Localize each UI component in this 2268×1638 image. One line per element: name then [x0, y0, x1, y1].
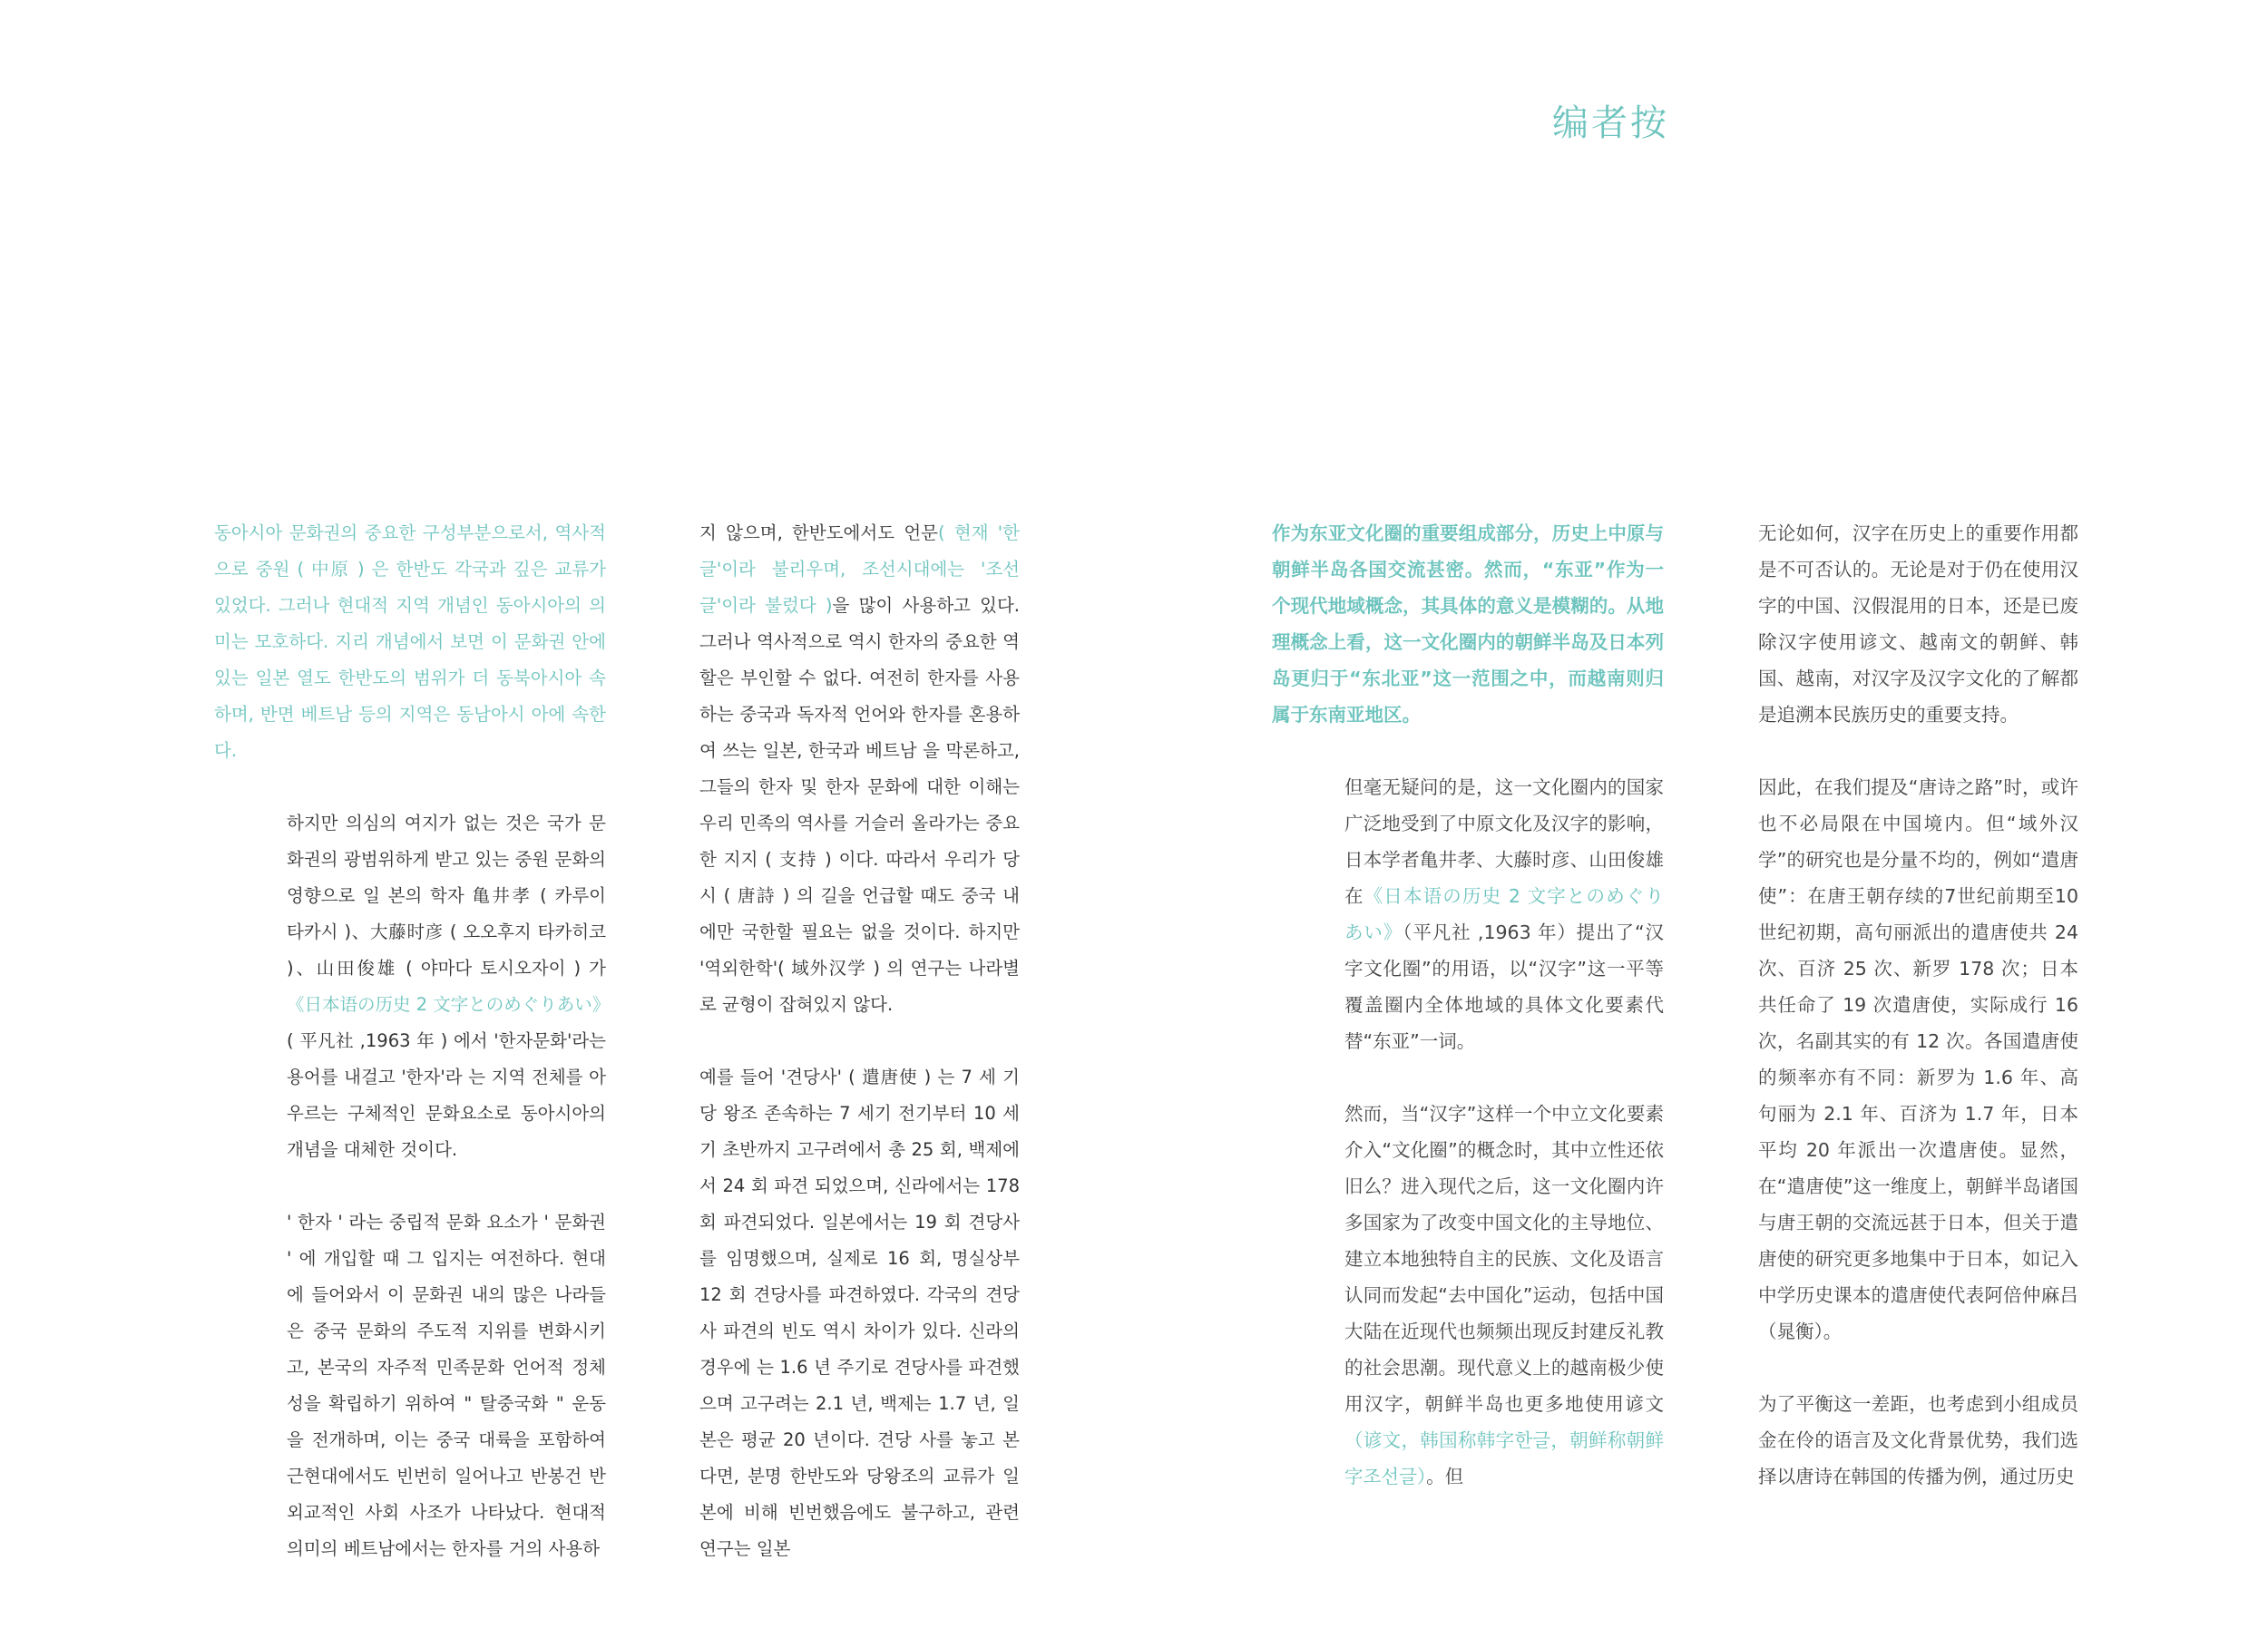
korean-column-1	[214, 515, 611, 1604]
page-title: 编者按	[1552, 102, 1669, 144]
korean-intro-paragraph: 동아시아 문화권의 중요한 구성부분으로서, 역사적으로 중원 ( 中原 ) 은 한반도 각국과 깊은 교류가 있었다. 그러나 현대적 지역 개념인 동아시아의 의미는 모호하다. 지리 개념에서 보면 이 문화권 안에 있는 일본 열도 한반도의 범위가 더 동북아시아 속하며, 반면 베트남 등의 지역은 동남아시 아에 속한다.	[214, 522, 606, 761]
chinese-column-1	[1272, 515, 1664, 1531]
korean-paragraph-4-text-a: 지 않으며, 한반도에서도 언문	[699, 522, 938, 543]
korean-paragraph-4	[699, 515, 1020, 1023]
chinese-paragraph-6: 为了平衡这一差距，也考虑到小组成员金在伶的语言及文化背景优势，我们选择以唐诗在韩国的传播为例，通过历史	[1758, 1393, 2078, 1487]
chinese-paragraph-3-text-a: 然而，当“汉字”这样一个中立文化要素介入“文化圈”的概念时，其中立性还依旧么？进入现代之后，这一文化圈内许多国家为了改变中国文化的主导地位、建立本地独特自主的民族、文化及语言认同而发起“去中国化”运动，包括中国大陆在近现代也频频出现反封建反礼教的社会思潮。现代意义上的越南极少使用汉字，朝鲜半岛也更多地使用谚文	[1344, 1103, 1664, 1415]
chinese-book-title: 《日本语の历史 2 文字とのめぐりあい》	[1344, 885, 1665, 943]
korean-paragraph-5: 예를 들어 '견당사' ( 遣唐使 ) 는 7 세 기 당 왕조 존속하는 7 세기 전기부터 10 세기 초반까지 고구려에서 총 25 회, 백제에서 24 회 파견 되었으며, 신라에서는 178 회 파견되었다. 일본에서는 19 회 견당사를 임명했으며, 실제로 16 회, 명실상부 12 회 견당사를 파견하였다. 각국의 견당사 파견의 빈도 역시 차이가 있다. 신라의 경우에 는 1.6 년 주기로 견당사를 파견했으며 고구려는 2.1 년, 백제는 1.7 년, 일본은 평균 20 년이다. 견당 사를 놓고 본다면, 분명 한반도와 당왕조의 교류가 일본에 비해 빈번했음에도 불구하고, 관련 연구는 일본	[699, 1067, 1020, 1559]
chinese-paragraph-4: 无论如何，汉字在历史上的重要作用都是不可否认的。无论是对于仍在使用汉字的中国、汉假混用的日本，还是已废除汉字使用谚文、越南文的朝鲜、韩国、越南，对汉字及汉字文化的了解都是追溯本民族历史的重要支持。	[1758, 522, 2078, 726]
chinese-column-2	[1758, 515, 2078, 1531]
korean-paragraph-2-text-b: ( 平凡社 ,1963 年 ) 에서 '한자문화'라는 용어를 내걸고 '한자'라 는 지역 전체를 아우르는 구체적인 문화요소로 동아시아의 개념을 대체한 것이다.	[287, 1030, 606, 1160]
chinese-paragraph-3-text-b: 。但	[1426, 1466, 1464, 1487]
korean-hangul-note: ( 현재 '한글'이라 불리우며, 조선시대에는 '조선 글'이라 불렀다 )	[699, 522, 1020, 616]
chinese-paragraph-2-text-b: （平凡社 ,1963 年）提出了“汉字文化圈”的用语，以“汉字”这一平等覆盖圈内全体地域的具体文化要素代替“东亚”一词。	[1344, 921, 1665, 1052]
korean-paragraph-2	[287, 805, 611, 1168]
korean-paragraph-4-text-b: 을 많이 사용하고 있다. 그러나 역사적으로 역시 한자의 중요한 역할은 부인할 수 없다. 여전히 한자를 사용하는 중국과 독자적 언어와 한자를 혼용하여 쓰는 일본, 한국과 베트남 을 막론하고, 그들의 한자 및 한자 문화에 대한 이해는 우리 민족의 역사를 거슬러 올라가는 중요한 지지 ( 支持 ) 이다. 따라서 우리가 당시 ( 唐詩 ) 의 길을 언급할 때도 중국 내에만 국한할 필요는 없을 것이다. 하지만 '역외한학'( 域外汉学 ) 의 연구는 나라별로 균형이 잡혀있지 않다.	[699, 595, 1020, 1015]
chinese-paragraph-2	[1344, 769, 1664, 1059]
korean-column-2	[699, 515, 1020, 1604]
chinese-paragraph-2-text-a: 但毫无疑问的是，这一文化圈内的国家广泛地受到了中原文化及汉字的影响，日本学者亀井孝、大藤时彦、山田俊雄在	[1344, 776, 1664, 907]
chinese-paragraph-3	[1344, 1096, 1664, 1495]
chinese-paragraph-5: 因此，在我们提及“唐诗之路”时，或许也不必局限在中国境内。但“域外汉学”的研究也是分量不均的，例如“遣唐使”：在唐王朝存续的7世纪前期至10世纪初期，高句丽派出的遣唐使共 24 次、百济 25 次、新罗 178 次；日本共任命了 19 次遣唐使，实际成行 16 次，名副其实的有 12 次。各国遣唐使的频率亦有不同：新罗为 1.6 年、高句丽为 2.1 年、百济为 1.7 年，日本平均 20 年派出一次遣唐使。显然，在“遣唐使”这一维度上，朝鲜半岛诸国与唐王朝的交流远甚于日本，但关于遣唐使的研究更多地集中于日本，如记入中学历史课本的遣唐使代表阿倍仲麻吕（晁衡）。	[1758, 776, 2078, 1342]
chinese-eonmun-note: （谚文，韩国称韩字한글，朝鲜称朝鲜字조선글）	[1344, 1429, 1664, 1487]
chinese-intro-paragraph: 作为东亚文化圈的重要组成部分，历史上中原与朝鲜半岛各国交流甚密。然而，“东亚”作为一个现代地域概念，其具体的意义是模糊的。从地理概念上看，这一文化圈内的朝鲜半岛及日本列岛更归于“东北亚”这一范围之中，而越南则归属于东南亚地区。	[1272, 522, 1664, 726]
korean-paragraph-2-text-a: 하지만 의심의 여지가 없는 것은 국가 문화권의 광범위하게 받고 있는 중원 문화의 영향으로 일 본의 학자 亀井孝 ( 카루이 타카시 )、大藤时彦 ( 오오후지 타카히코 )、山田俊雄 ( 야마다 토시오자이 ) 가	[287, 813, 606, 979]
korean-book-title: 《日本语の历史 2 文字とのめぐりあい》	[287, 994, 611, 1015]
korean-paragraph-3: ' 한자 ' 라는 중립적 문화 요소가 ' 문화권 ' 에 개입할 때 그 입지는 여전하다. 현대에 들어와서 이 문화권 내의 많은 나라들은 중국 문화의 주도적 지위를 변화시키고, 본국의 자주적 민족문화 언어적 정체성을 확립하기 위하여 " 탈중국화 " 운동을 전개하며, 이는 중국 대륙을 포함하여 근현대에서도 빈번히 일어나고 반봉건 반외교적인 사회 사조가 나타났다. 현대적 의미의 베트남에서는 한자를 거의 사용하	[287, 1212, 606, 1559]
